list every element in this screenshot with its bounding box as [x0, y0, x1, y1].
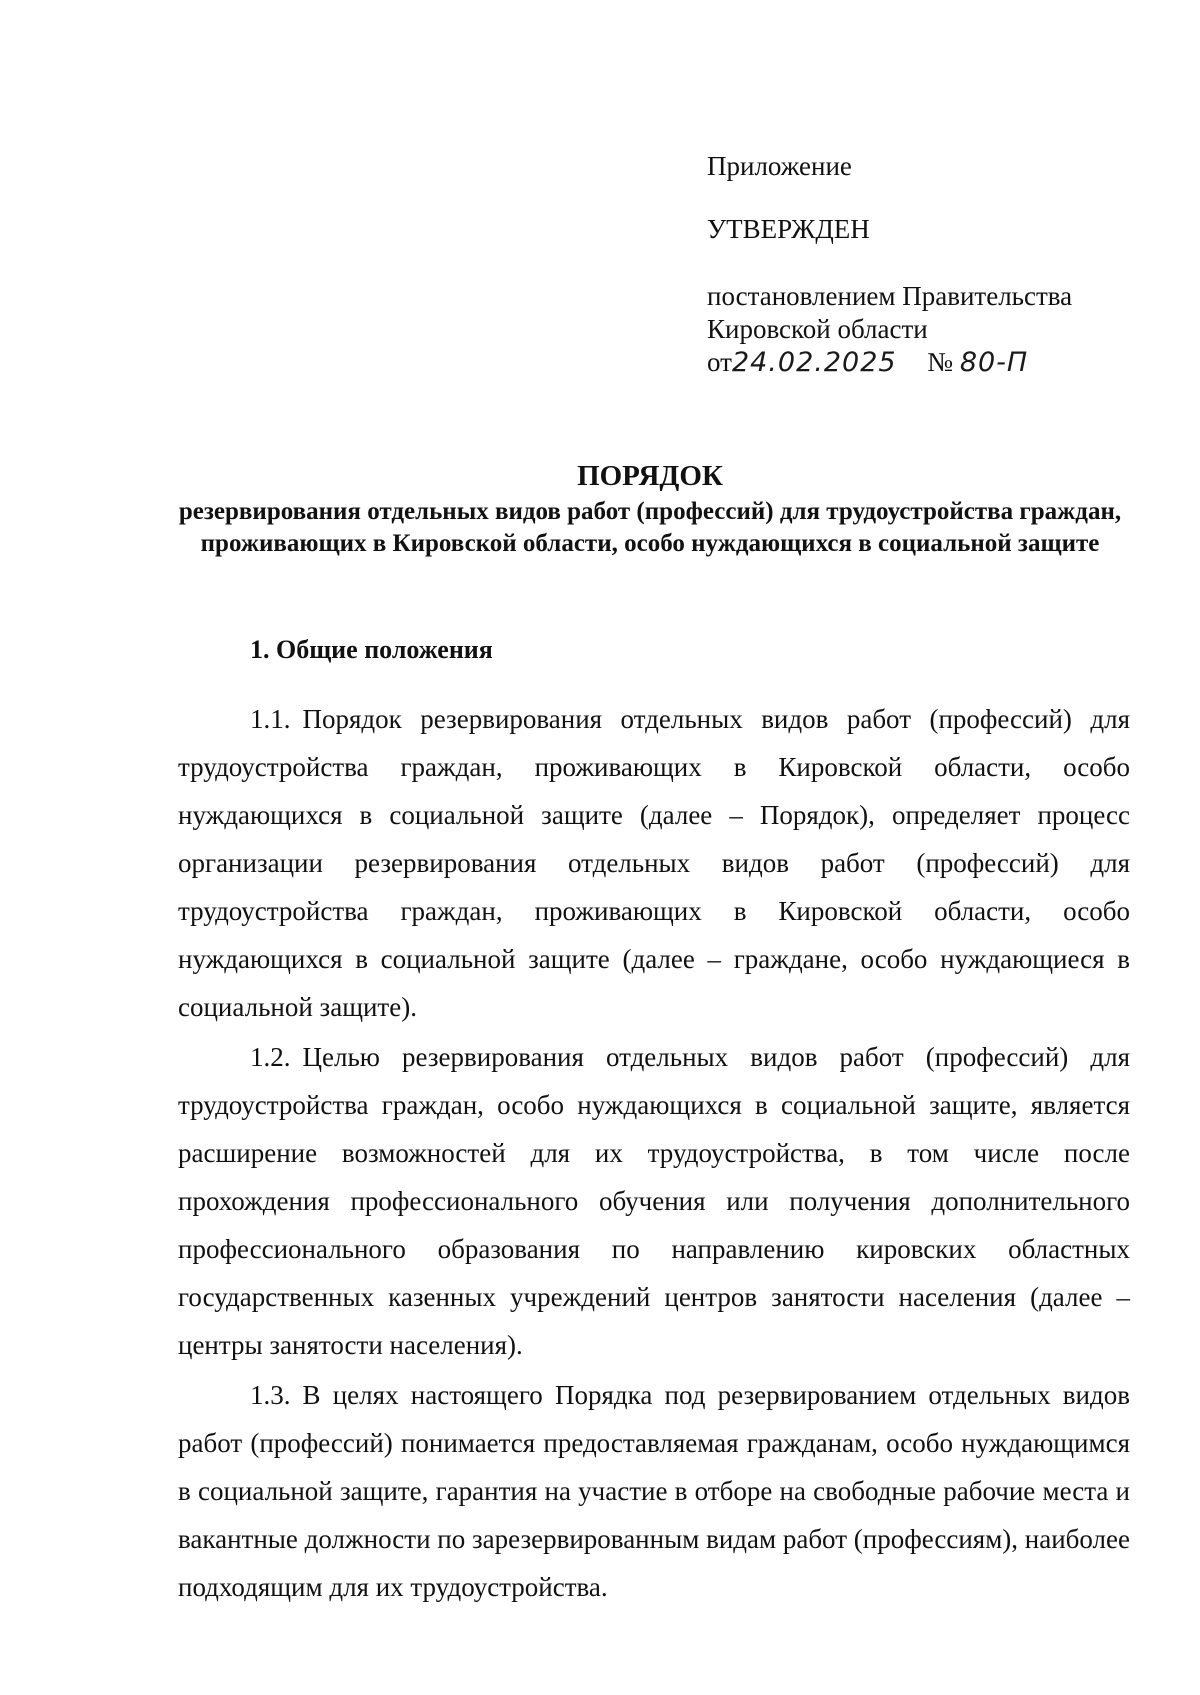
- clause-text: В целях настоящего Порядка под резервированием отдельных видов работ (профессий) понимается предоставляемая гражданам, особо нуждающимся в социальной защите, гарантия на участие в отборе на свободные рабочие места и вакантные должности по зарезервированным видам работ (профессиям), наиболее подходящим для их трудоустройства.: [178, 1380, 1130, 1602]
- clause-1-3: [178, 1371, 1130, 1611]
- approval-stamp-block: [707, 150, 1147, 379]
- clause-1-2: [178, 1033, 1130, 1369]
- decree-date: 24.02.2025: [731, 347, 897, 378]
- section-heading: 1. Общие положения: [250, 635, 493, 664]
- clause-number: 1.3.: [250, 1380, 291, 1410]
- document-title-block: [170, 458, 1130, 560]
- clause-number: 1.2.: [250, 1042, 291, 1072]
- clause-number: 1.1.: [250, 704, 291, 734]
- decree-date-line: [707, 346, 1147, 379]
- document-title: ПОРЯДОК: [577, 460, 723, 492]
- appendix-label: Приложение: [707, 151, 852, 181]
- decree-reference: [707, 280, 1147, 379]
- decree-line-2: Кировской области: [707, 314, 928, 344]
- decree-line-1: постановлением Правительства: [707, 281, 1073, 311]
- decree-number: 80-П: [959, 347, 1029, 378]
- clause-text: Порядок резервирования отдельных видов работ (профессий) для трудоустройства граждан, проживающих в Кировской области, особо нуждающихся в социальной защите (далее – Порядок), определяет процесс организации резервирования отдельных видов работ (профессий) для трудоустройства граждан, проживающих в Кировской области, особо нуждающихся в социальной защите (далее – граждане, особо нуждающиеся в социальной защите).: [178, 704, 1130, 1022]
- approved-label: УТВЕРЖДЕН: [707, 214, 870, 244]
- document-subtitle: резервирования отдельных видов работ (профессий) для трудоустройства граждан, проживающих в Кировской области, особо нуждающихся в социальной защите: [178, 498, 1122, 557]
- clause-1-1: [178, 695, 1130, 1031]
- number-sign: №: [927, 347, 954, 377]
- date-prefix: от: [707, 347, 732, 377]
- section-body: [178, 695, 1130, 1611]
- clause-text: Целью резервирования отдельных видов работ (профессий) для трудоустройства граждан, особо нуждающихся в социальной защите, является расширение возможностей для их трудоустройства, в том числе после прохождения профессионального обучения или получения дополнительного профессионального образования по направлению кировских областных государственных казенных учреждений центров занятости населения (далее – центры занятости населения).: [178, 1042, 1130, 1360]
